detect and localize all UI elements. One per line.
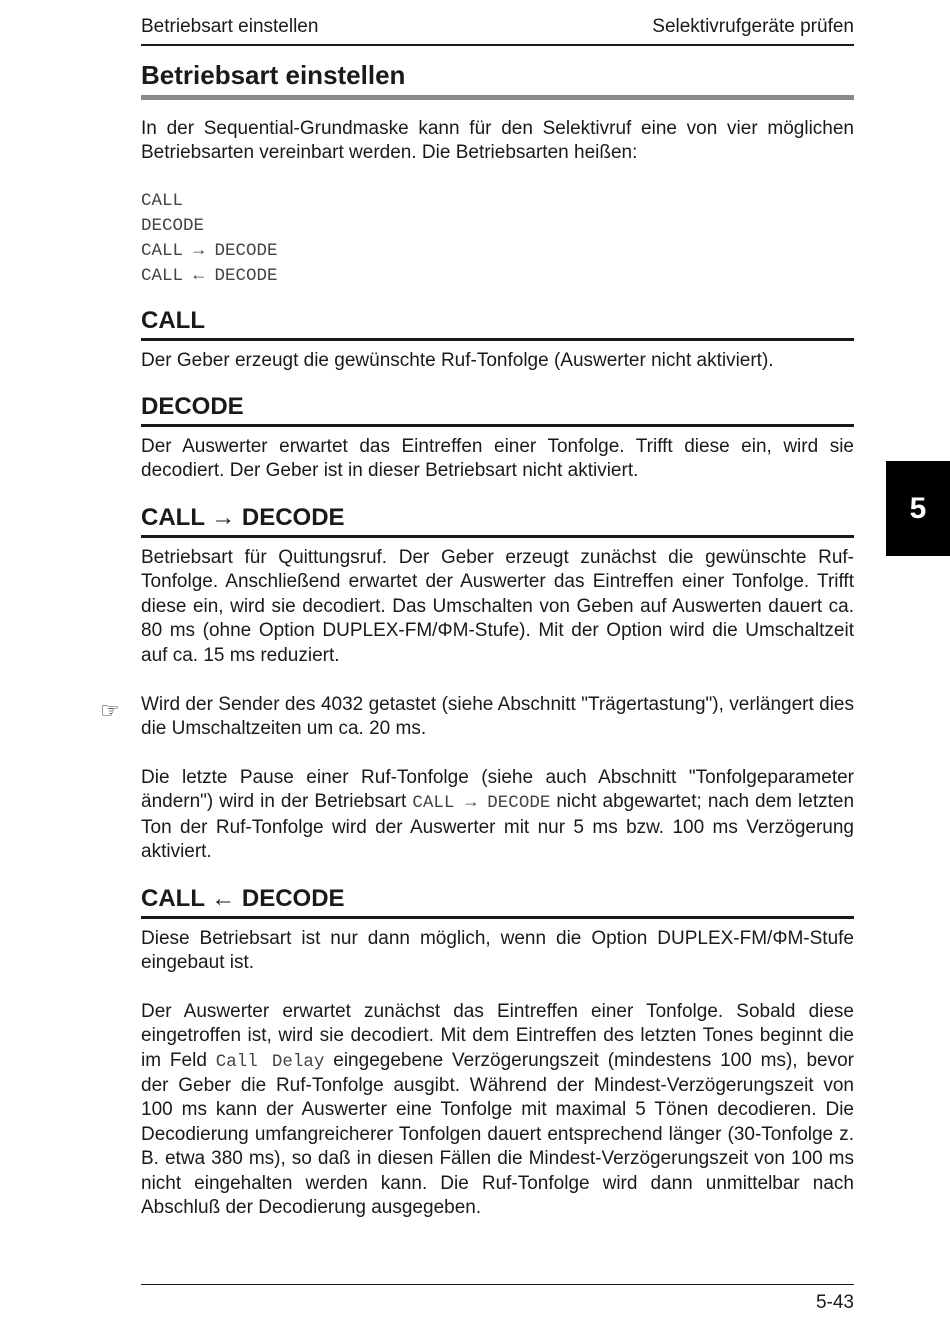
section-paragraph: Der Auswerter erwartet das Eintreffen einer Tonfolge. Trifft diese ein, wird sie decodiert. Der Geber ist in dieser Betriebsart nicht aktiviert.: [141, 436, 854, 482]
header-right: Selektivrufgeräte prüfen: [652, 16, 854, 37]
section-call: [141, 306, 854, 373]
note-paragraph: Wird der Sender des 4032 getastet (siehe Abschnitt "Trägertastung"), verlängert dies die Umschaltzeiten um ca. 20 ms.: [141, 694, 854, 740]
section-decode: [141, 392, 854, 484]
page-number: 5-43: [815, 1292, 854, 1313]
section-decode-to-call: [141, 884, 854, 1220]
mode-item: CALL: [141, 191, 184, 211]
text-part-2: eingegebene Verzögerungszeit (mindestens 100 ms), bevor der Geber die Ruf-Tonfolge ausgibt. Während der Mindest-Verzögerungszeit von 100 ms kann der Auswerter eine Tonfolge mit maximal 5 Tönen decodieren. Die Decodierung umfangreicherer Tonfolgen dauert entsprechend länger (30-Tonfolge z. B. etwa 380 ms), so daß in diesen Fällen die Mindest-Verzögerungszeit von 100 ms nicht eingehalten werden kann. Die Ruf-Tonfolge wird dann unmittelbar nach Abschluß der Decodierung ausgegeben.: [141, 1049, 854, 1219]
intro-block: [141, 117, 854, 166]
chapter-tab: 5: [886, 461, 950, 556]
pause-text-1: Die letzte Pause einer Ruf-Tonfolge (siehe auch Abschnitt "Tonfolgeparameter ändern") wird in der Betriebsart: [141, 767, 854, 813]
note-block: [141, 693, 854, 742]
page-title: Betriebsart einstellen: [141, 60, 854, 100]
call-delay-field-name: Call Delay: [215, 1051, 325, 1072]
mode-list: [141, 189, 854, 289]
section-paragraph: Betriebsart für Quittungsruf. Der Geber erzeugt zunächst die gewünschte Ruf-Tonfolge. Anschließend erwartet der Auswerter das Eintreffen einer Tonfolge. Trifft diese ein, wird sie decodiert. Das Umschalten von Geben auf Auswerten dauert ca. 80 ms (ohne Option DUPLEX-FM/ΦM-Stufe). Mit der Option wird die Umschaltzeit auf ca. 15 ms reduziert.: [141, 547, 854, 666]
pointing-hand-icon: ☞: [100, 698, 120, 723]
section-heading: CALL: [141, 306, 854, 341]
section-heading: CALL → DECODE: [141, 503, 854, 538]
section-heading: DECODE: [141, 392, 854, 427]
header-left: Betriebsart einstellen: [141, 16, 319, 37]
pause-text-2: nicht abgewartet; nach dem letzten Ton der Ruf-Tonfolge wird der Auswerter mit nur 5 ms bzw. 100 ms Verzögerung aktiviert.: [141, 791, 855, 863]
section-heading: CALL ← DECODE: [141, 884, 854, 919]
section-paragraph: Der Geber erzeugt die gewünschte Ruf-Tonfolge (Auswerter nicht aktiviert).: [141, 350, 774, 371]
mode-item: DECODE: [141, 216, 205, 236]
intro-paragraph: In der Sequential-Grundmaske kann für den Selektivruf eine von vier möglichen Betriebsarten vereinbart werden. Die Betriebsarten heißen:: [141, 118, 854, 164]
pause-block: [141, 766, 854, 865]
section-paragraph: Diese Betriebsart ist nur dann möglich, wenn die Option DUPLEX-FM/ΦM-Stufe eingebaut ist.: [141, 928, 854, 974]
pause-mode-code: CALL → DECODE: [412, 793, 551, 814]
mode-item: CALL → DECODE: [141, 241, 278, 261]
section-call-to-decode: [141, 503, 854, 668]
pause-paragraph: [141, 766, 854, 865]
section-paragraph-2: [141, 1000, 854, 1221]
mode-item: CALL ← DECODE: [141, 266, 278, 286]
text-part-1: Der Auswerter erwartet zunächst das Eintreffen einer Tonfolge. Sobald diese eingetroffen ist, wird sie decodiert. Mit dem Eintreffen des letzten Tones beginnt die im Feld: [141, 1000, 854, 1071]
footer-divider: [141, 1284, 854, 1285]
mode-list-block: [141, 189, 854, 289]
running-header: [141, 16, 854, 46]
